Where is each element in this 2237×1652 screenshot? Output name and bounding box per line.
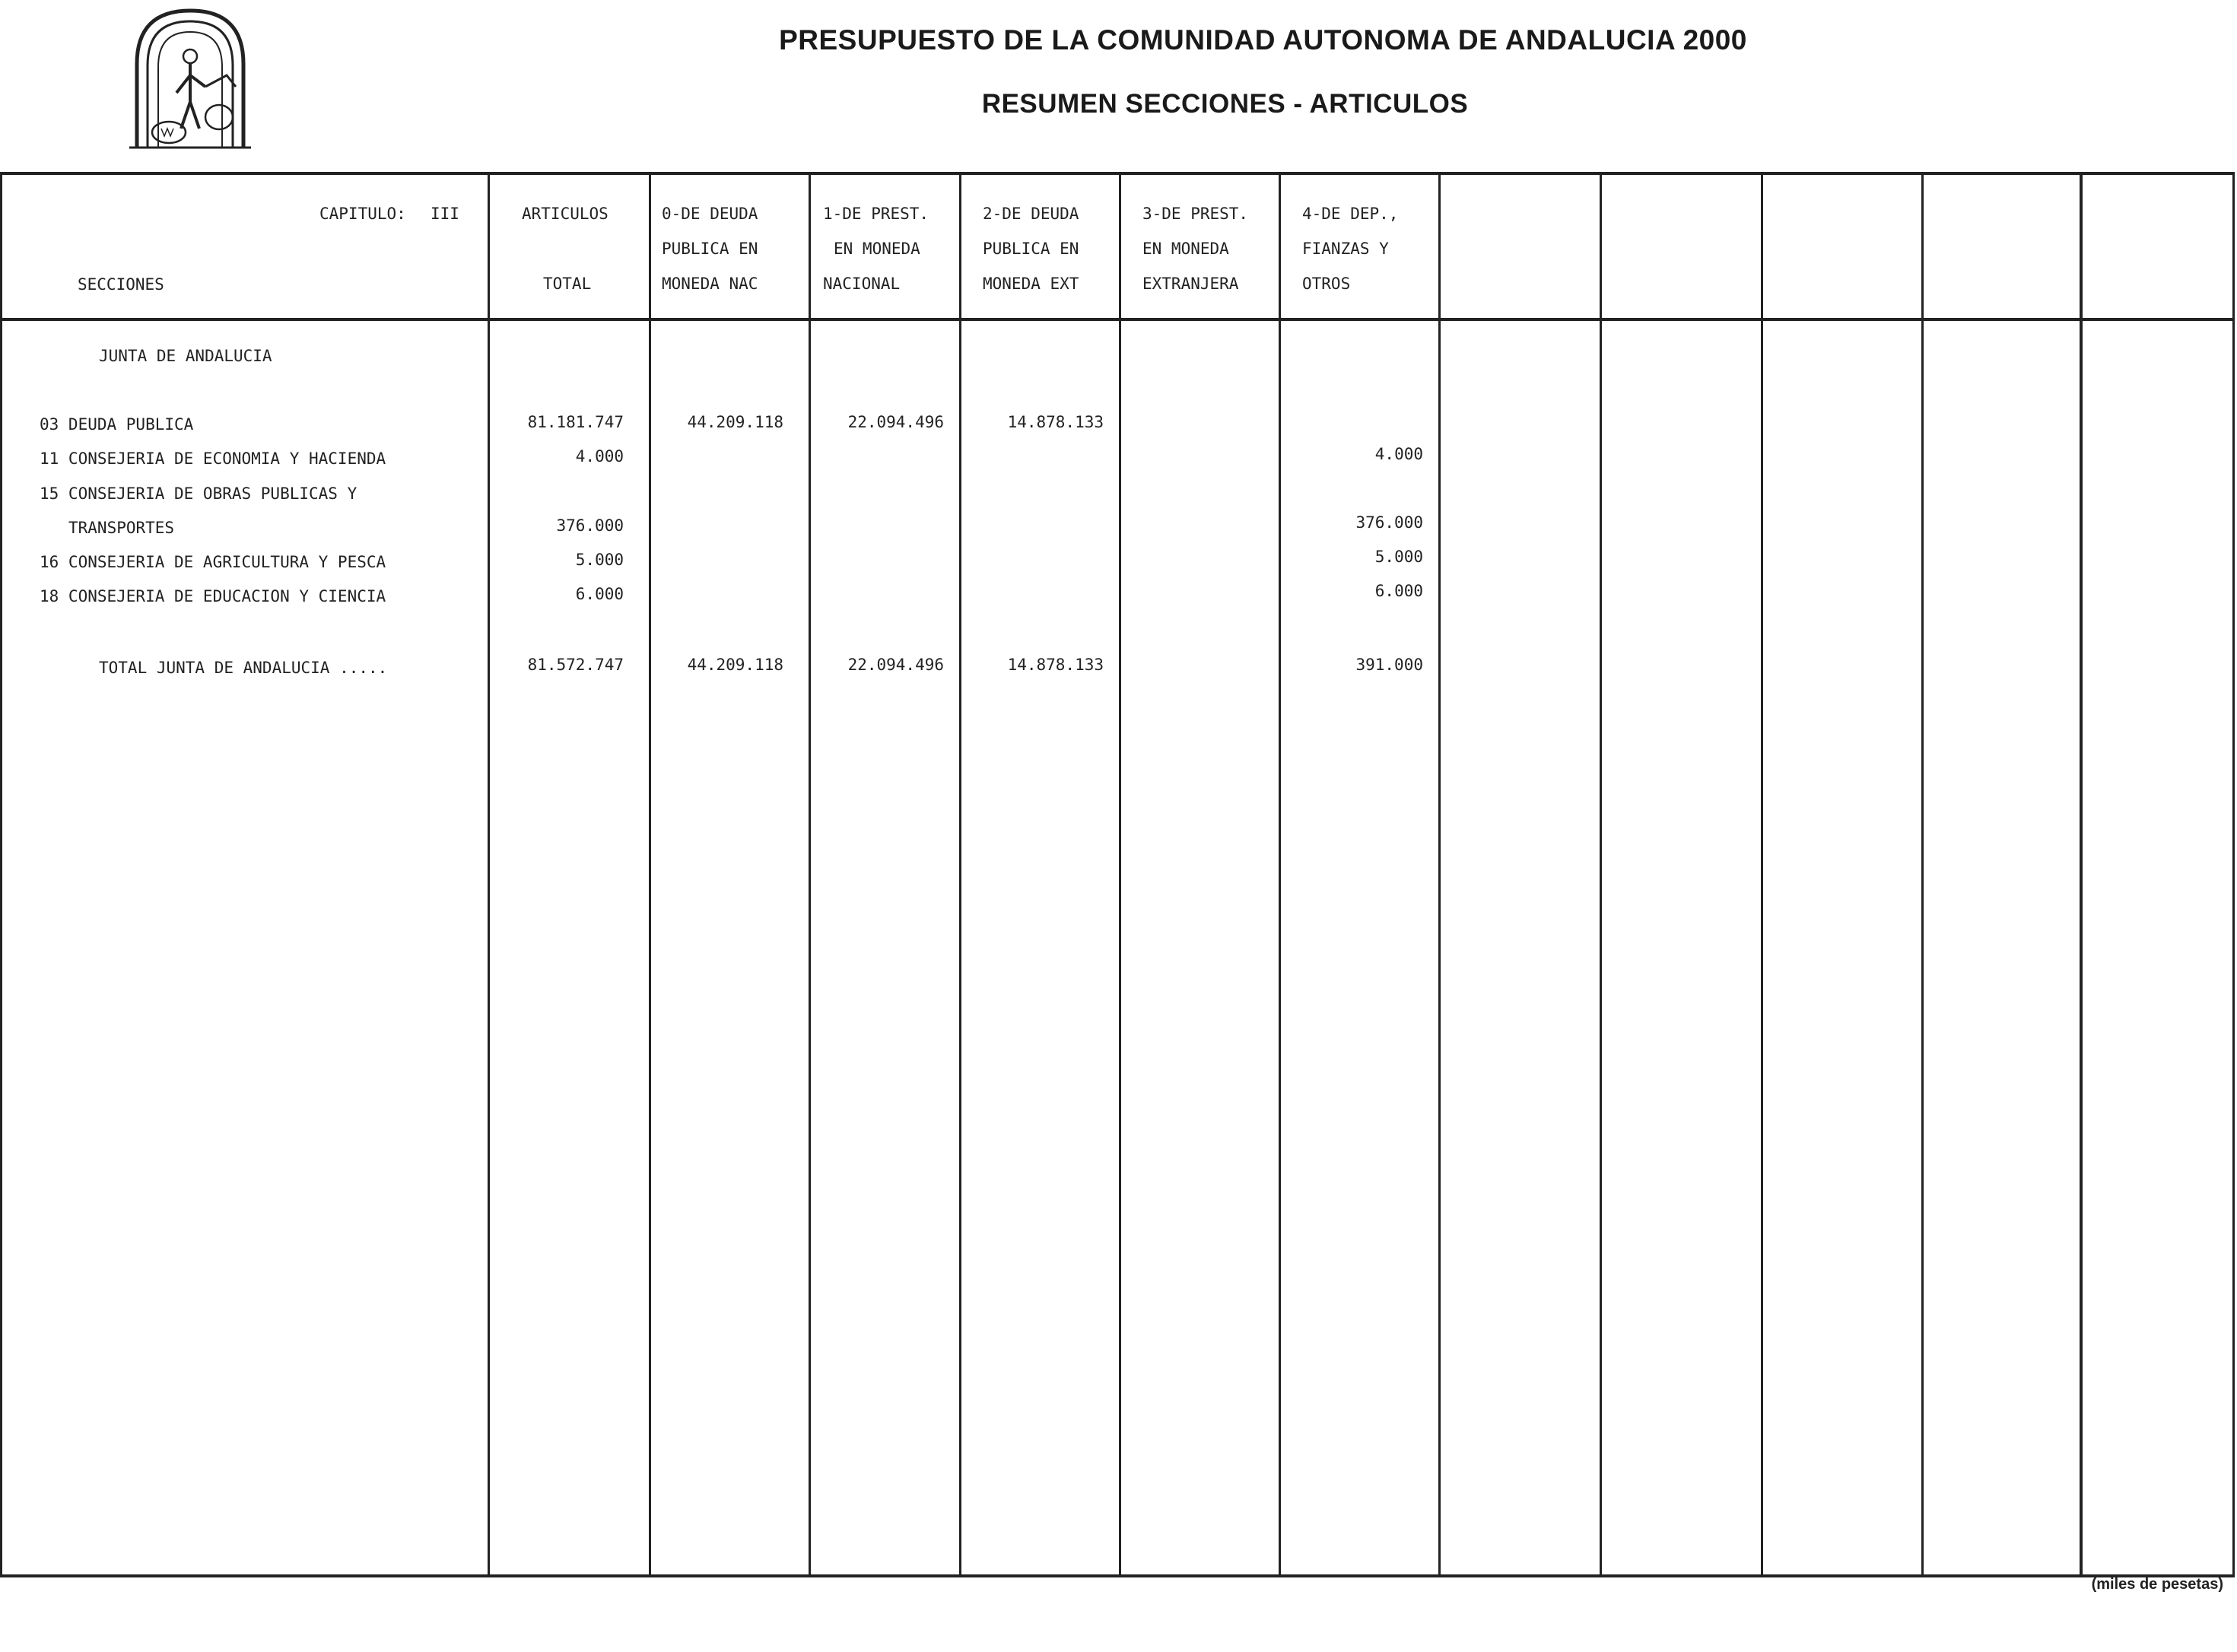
column-header-total: TOTAL <box>543 275 592 293</box>
column-header-2-line1: 2-DE DEUDA <box>983 205 1079 223</box>
cell-total: 81.181.747 <box>527 413 624 431</box>
column-header-articulos: ARTICULOS <box>522 205 609 223</box>
units-note: (miles de pesetas) <box>2091 1576 2223 1593</box>
total-cell-c4: 391.000 <box>1355 656 1423 674</box>
column-divider <box>1761 172 1763 1577</box>
column-divider <box>1279 172 1281 1577</box>
cell-c4: 4.000 <box>1374 445 1423 463</box>
cell-c4: 6.000 <box>1374 582 1423 600</box>
column-divider <box>959 172 961 1577</box>
column-header-3-line2: EN MONEDA <box>1142 240 1229 258</box>
group-label: JUNTA DE ANDALUCIA <box>99 347 272 365</box>
table-row-label: 16 CONSEJERIA DE AGRICULTURA Y PESCA <box>40 553 386 571</box>
column-header-2-line2: PUBLICA EN <box>983 240 1079 258</box>
column-header-4-line2: FIANZAS Y <box>1302 240 1389 258</box>
page-subtitle: RESUMEN SECCIONES - ARTICULOS <box>981 89 1469 119</box>
column-header-2-line3: MONEDA EXT <box>983 275 1079 293</box>
cell-total: 6.000 <box>575 585 624 603</box>
total-cell-c1: 22.094.496 <box>847 656 944 674</box>
cell-c2: 14.878.133 <box>1007 413 1104 431</box>
page-title: PRESUPUESTO DE LA COMUNIDAD AUTONOMA DE ANDALUCIA 2000 <box>779 24 1747 56</box>
table-row-label: TRANSPORTES <box>68 519 175 537</box>
total-row-label: TOTAL JUNTA DE ANDALUCIA ..... <box>99 659 388 677</box>
column-header-3-line3: EXTRANJERA <box>1142 275 1239 293</box>
cell-c0: 44.209.118 <box>687 413 783 431</box>
table-row-label: 03 DEUDA PUBLICA <box>40 415 194 434</box>
cell-c1: 22.094.496 <box>847 413 944 431</box>
column-header-3-line1: 3-DE PREST. <box>1142 205 1249 223</box>
capitulo-value: III <box>431 205 459 223</box>
total-cell-total: 81.572.747 <box>527 656 624 674</box>
column-header-0-line2: PUBLICA EN <box>662 240 758 258</box>
column-divider <box>649 172 651 1577</box>
table-border-right <box>2232 172 2235 1577</box>
column-header-1-line1: 1-DE PREST. <box>823 205 929 223</box>
column-header-4-line1: 4-DE DEP., <box>1302 205 1399 223</box>
cell-total: 376.000 <box>556 516 624 535</box>
column-header-0-line1: 0-DE DEUDA <box>662 205 758 223</box>
column-header-4-line3: OTROS <box>1302 275 1351 293</box>
table-row-label: 18 CONSEJERIA DE EDUCACION Y CIENCIA <box>40 587 386 605</box>
column-divider <box>809 172 811 1577</box>
secciones-header: SECCIONES <box>78 275 164 294</box>
column-divider <box>1600 172 1602 1577</box>
table-row-label: 11 CONSEJERIA DE ECONOMIA Y HACIENDA <box>40 450 386 468</box>
cell-c4: 5.000 <box>1374 548 1423 566</box>
table-row-label: 15 CONSEJERIA DE OBRAS PUBLICAS Y <box>40 484 357 503</box>
cell-total: 5.000 <box>575 551 624 569</box>
table-border-left <box>0 172 2 1577</box>
column-header-0-line3: MONEDA NAC <box>662 275 758 293</box>
capitulo-label: CAPITULO: <box>319 205 406 223</box>
column-divider <box>1921 172 1924 1577</box>
table-frame <box>0 172 2235 1577</box>
cell-c4: 376.000 <box>1355 513 1423 532</box>
column-divider <box>1438 172 1441 1577</box>
column-divider <box>1119 172 1121 1577</box>
total-cell-c2: 14.878.133 <box>1007 656 1104 674</box>
column-header-1-line2: EN MONEDA <box>834 240 920 258</box>
column-header-1-line3: NACIONAL <box>823 275 901 293</box>
column-divider <box>488 172 490 1577</box>
total-cell-c0: 44.209.118 <box>687 656 783 674</box>
cell-total: 4.000 <box>575 447 624 465</box>
header-separator <box>0 318 2235 321</box>
column-divider <box>2080 172 2083 1577</box>
